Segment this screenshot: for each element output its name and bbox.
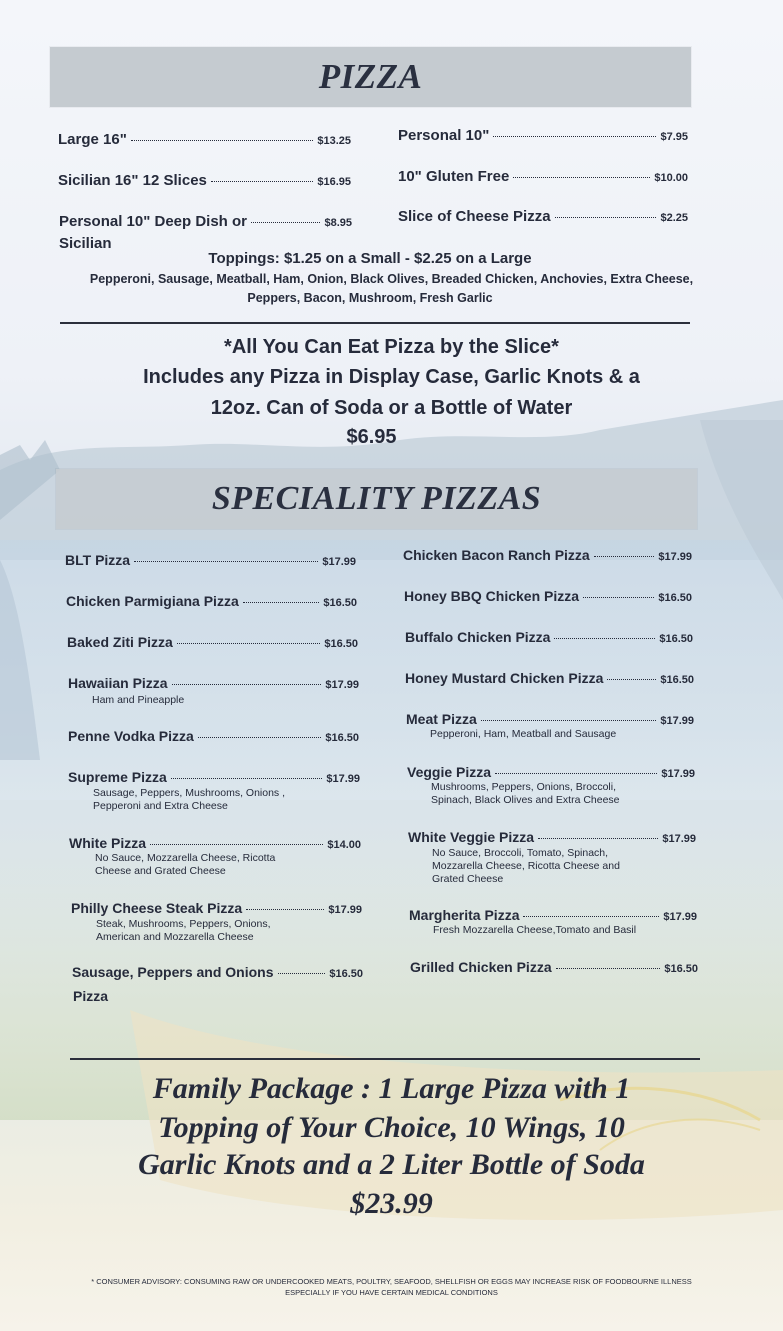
item-price: $16.50: [323, 597, 357, 609]
item-name: Meat Pizza: [406, 711, 477, 727]
item-name: Supreme Pizza: [68, 769, 167, 785]
item-name: Chicken Parmigiana Pizza: [66, 593, 239, 609]
toppings-list-line1: Pepperoni, Sausage, Meatball, Ham, Onion, Black Olives, Breaded Chicken, Anchovies, Extra Cheese,: [89, 272, 694, 286]
item-description: Fresh Mozzarella Cheese,Tomato and Basil: [433, 924, 637, 936]
item-price: $17.99: [326, 773, 360, 785]
dot-leader: [556, 968, 661, 969]
item-name: Baked Ziti Pizza: [67, 634, 173, 650]
item-price: $17.99: [662, 833, 696, 845]
pizza-header-banner: [50, 47, 691, 107]
item-name: White Veggie Pizza: [408, 829, 535, 845]
menu-item-chicken-parm: [66, 593, 357, 609]
ayce-title: *All You Can Eat Pizza by the Slice*: [224, 336, 559, 358]
dot-leader: [493, 136, 656, 137]
dot-leader: [607, 679, 656, 680]
menu-item-honey-bbq-chicken: [404, 588, 692, 604]
menu-item-meat-pizza: [406, 711, 694, 727]
menu-item-white-veggie: [408, 829, 696, 845]
item-name: Large 16": [58, 131, 127, 148]
item-price: $17.99: [660, 715, 694, 727]
item-price: $17.99: [328, 904, 362, 916]
toppings-heading: Toppings: $1.25 on a Small - $2.25 on a Large: [208, 250, 532, 267]
item-description: Pepperoni and Extra Cheese: [93, 800, 228, 812]
dot-leader: [177, 643, 321, 644]
ayce-price: $6.95: [346, 426, 397, 448]
consumer-advisory-line1: * CONSUMER ADVISORY: CONSUMING RAW OR UNDERCOOKED MEATS, POULTRY, SEAFOOD, SHELLFISH OR EGGS MAY INCREASE RISK OF FOODBOURNE ILLNESS: [91, 1277, 692, 1286]
family-package-line3: Garlic Knots and a 2 Liter Bottle of Soda: [138, 1148, 645, 1181]
menu-item-personal-deep-dish: [59, 213, 352, 230]
divider-line: [70, 1058, 700, 1060]
dot-leader: [246, 909, 324, 910]
dot-leader: [150, 844, 323, 845]
item-price: $14.00: [327, 839, 361, 851]
dot-leader: [513, 177, 650, 178]
dot-leader: [198, 737, 322, 738]
item-name: Philly Cheese Steak Pizza: [71, 900, 243, 916]
item-description: Ham and Pineapple: [92, 694, 185, 706]
item-price: $16.95: [317, 176, 351, 188]
item-description: Sausage, Peppers, Mushrooms, Onions ,: [93, 787, 286, 799]
menu-item-grilled-chicken: [410, 959, 698, 975]
item-name: Chicken Bacon Ranch Pizza: [403, 547, 590, 563]
dot-leader: [172, 684, 322, 685]
item-price: $17.99: [322, 556, 356, 568]
menu-item-hawaiian: [68, 675, 359, 691]
pizza-section-title: PIZZA: [318, 57, 423, 96]
item-name: Honey BBQ Chicken Pizza: [404, 588, 580, 604]
item-price: $16.50: [324, 638, 358, 650]
item-price: $2.25: [660, 212, 688, 224]
specialty-section-title: SPECIALITY PIZZAS: [211, 480, 542, 517]
item-description: Grated Cheese: [432, 873, 504, 885]
item-description: No Sauce, Mozzarella Cheese, Ricotta: [95, 852, 276, 864]
dot-leader: [171, 778, 323, 779]
item-price: $17.99: [658, 551, 692, 563]
dot-leader: [594, 556, 655, 557]
item-price: $16.50: [658, 592, 692, 604]
dot-leader: [481, 720, 657, 721]
dot-leader: [495, 773, 657, 774]
item-name: Honey Mustard Chicken Pizza: [405, 670, 604, 686]
item-name: Sausage, Peppers and Onions: [72, 964, 274, 980]
dot-leader: [211, 181, 313, 182]
item-name: BLT Pizza: [65, 552, 131, 568]
item-name-continued: Sicilian: [59, 235, 112, 252]
menu-item-personal-10: [398, 127, 688, 144]
item-price: $16.50: [664, 963, 698, 975]
menu-item-baked-ziti: [67, 634, 358, 650]
menu-item-gluten-free: [398, 168, 688, 185]
family-package-price: $23.99: [350, 1187, 433, 1220]
dot-leader: [251, 222, 320, 223]
dot-leader: [278, 973, 326, 974]
item-name: Personal 10" Deep Dish or: [59, 213, 248, 230]
item-name: Veggie Pizza: [407, 764, 492, 780]
menu-item-honey-mustard-chicken: [405, 670, 694, 686]
item-price: $10.00: [654, 172, 688, 184]
family-package-line1: Family Package : 1 Large Pizza with 1: [152, 1072, 631, 1105]
dot-leader: [243, 602, 320, 603]
toppings-list-line2: Peppers, Bacon, Mushroom, Fresh Garlic: [247, 291, 493, 305]
dot-leader: [583, 597, 654, 598]
menu-item-slice-cheese: [398, 208, 688, 225]
dot-leader: [554, 638, 655, 639]
item-description: Spinach, Black Olives and Extra Cheese: [431, 794, 620, 806]
dot-leader: [538, 838, 658, 839]
menu-item-large-16: [58, 131, 351, 148]
item-price: $17.99: [325, 679, 359, 691]
menu-item-white-pizza: [69, 835, 361, 851]
item-name-continued: Pizza: [73, 988, 109, 1004]
menu-item-sicilian-16: [58, 172, 351, 189]
menu-item-supreme: [68, 769, 360, 785]
item-name: Sicilian 16" 12 Slices: [58, 172, 207, 189]
menu-item-margherita: [409, 907, 697, 923]
item-name: Hawaiian Pizza: [68, 675, 168, 691]
menu-item-blt: [65, 552, 356, 568]
item-name: White Pizza: [69, 835, 147, 851]
item-price: $17.99: [663, 911, 697, 923]
menu-item-chicken-bacon-ranch: [403, 547, 692, 563]
ayce-line2: Includes any Pizza in Display Case, Garlic Knots & a: [143, 366, 640, 388]
menu-item-philly-cheese-steak: [71, 900, 362, 916]
consumer-advisory-line2: ESPECIALLY IF YOU HAVE CERTAIN MEDICAL CONDITIONS: [285, 1288, 498, 1297]
item-price: $16.50: [325, 732, 359, 744]
item-price: $13.25: [317, 135, 351, 147]
ayce-line3: 12oz. Can of Soda or a Bottle of Water: [210, 397, 573, 419]
item-name: Penne Vodka Pizza: [68, 728, 194, 744]
item-price: $16.50: [660, 674, 694, 686]
item-description: American and Mozzarella Cheese: [96, 931, 254, 943]
divider-line: [60, 322, 690, 324]
menu-item-buffalo-chicken: [405, 629, 693, 645]
item-price: $16.50: [659, 633, 693, 645]
item-name: Margherita Pizza: [409, 907, 520, 923]
menu-item-sausage-peppers-onions: [72, 964, 363, 980]
item-name: Buffalo Chicken Pizza: [405, 629, 551, 645]
item-description: No Sauce, Broccoli, Tomato, Spinach,: [432, 847, 609, 859]
item-description: Mozzarella Cheese, Ricotta Cheese and: [432, 860, 620, 872]
item-description: Cheese and Grated Cheese: [95, 865, 226, 877]
dot-leader: [523, 916, 659, 917]
item-name: 10" Gluten Free: [398, 168, 510, 185]
item-name: Personal 10": [398, 127, 490, 144]
dot-leader: [555, 217, 657, 218]
item-price: $8.95: [324, 217, 352, 229]
item-name: Slice of Cheese Pizza: [398, 208, 551, 225]
specialty-header-banner: [56, 469, 697, 529]
menu-item-penne-vodka: [68, 728, 359, 744]
item-description: Mushrooms, Peppers, Onions, Broccoli,: [431, 781, 616, 793]
item-price: $16.50: [329, 968, 363, 980]
item-description: Steak, Mushrooms, Peppers, Onions,: [96, 918, 271, 930]
family-package-line2: Topping of Your Choice, 10 Wings, 10: [158, 1111, 625, 1144]
item-price: $7.95: [660, 131, 688, 143]
item-name: Grilled Chicken Pizza: [410, 959, 552, 975]
item-description: Pepperoni, Ham, Meatball and Sausage: [430, 728, 617, 740]
menu-item-veggie-pizza: [407, 764, 695, 780]
dot-leader: [134, 561, 318, 562]
dot-leader: [131, 140, 314, 141]
item-price: $17.99: [661, 768, 695, 780]
